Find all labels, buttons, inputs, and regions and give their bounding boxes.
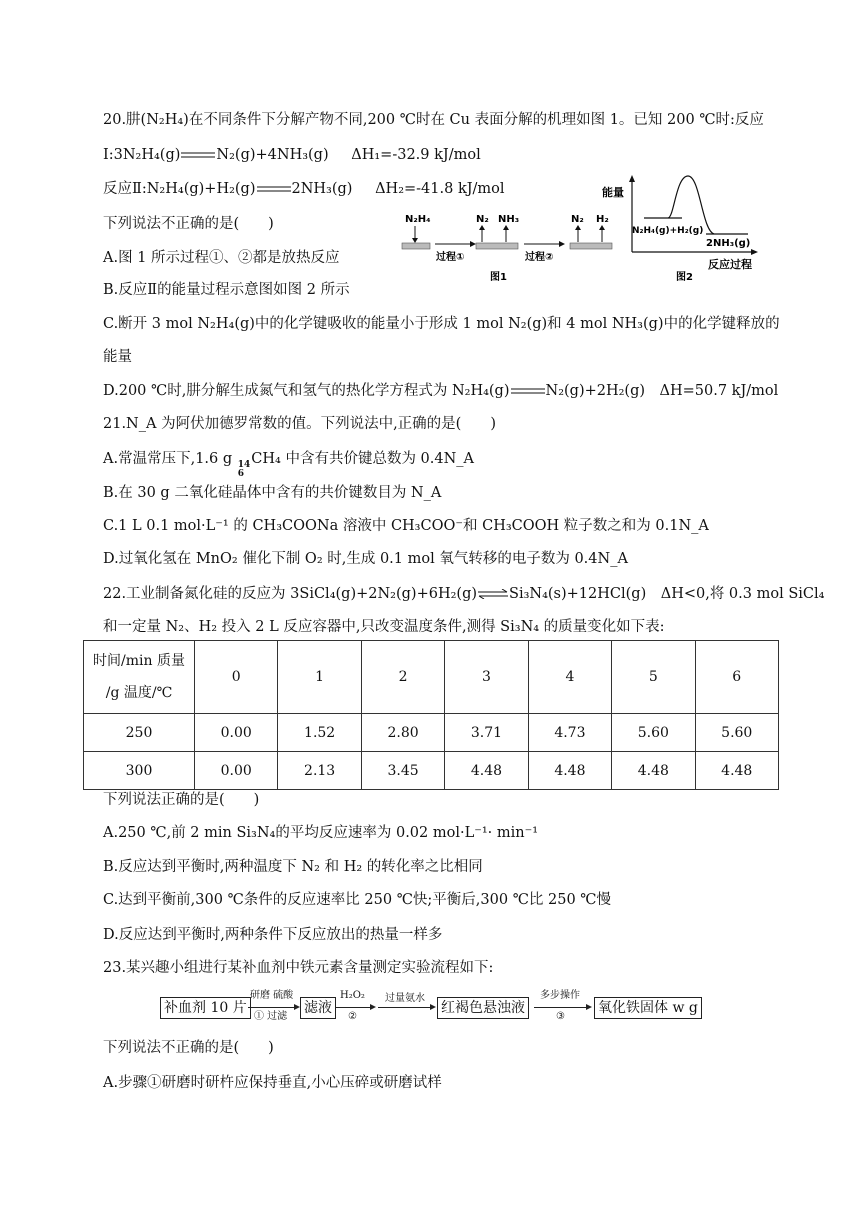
q20-d-right: N₂(g)+2H₂(g) ΔH=50.7 kJ/mol <box>545 383 779 399</box>
fig2-y-label: 能量 <box>602 186 624 199</box>
flow-box-supplement: 补血剂 10 片 <box>160 997 251 1019</box>
table-cell: 4.48 <box>695 752 778 790</box>
fig2-reactant-label: N₂H₄(g)+H₂(g) <box>632 226 704 236</box>
figure-1-mechanism <box>398 208 618 288</box>
fig1-up-arrow-nh3-head <box>503 225 509 230</box>
table-header-time: 0 <box>195 641 278 714</box>
fig2-y-axis-arrow-icon <box>629 175 635 182</box>
fig1-n2h4-label: N₂H₄ <box>405 214 431 225</box>
table-cell: 5.60 <box>612 714 695 752</box>
fig1-n2b-label: N₂ <box>571 214 584 225</box>
equals-arrow-icon <box>181 150 215 160</box>
q20-r1-products: N₂(g)+4NH₃(g) <box>216 147 329 163</box>
fig1-up-arrow-n2b-head <box>575 225 581 230</box>
table-row <box>84 714 779 752</box>
q21-option-b: B.在 30 g 二氧化硅晶体中含有的共价键数目为 N_A <box>103 485 442 501</box>
q23-ask: 下列说法不正确的是( ) <box>103 1040 274 1056</box>
flow-box-filtrate: 滤液 <box>300 997 336 1019</box>
corner-line-2: /g 温度/℃ <box>105 685 173 701</box>
fig1-nh3-label: NH₃ <box>498 214 520 225</box>
flow-step2-bottom: ② <box>348 1011 357 1022</box>
q23-stem: 23.某兴趣小组进行某补血剂中铁元素含量测定实验流程如下: <box>103 960 494 976</box>
q20-option-b: B.反应Ⅱ的能量过程示意图如图 2 所示 <box>103 282 350 298</box>
fig1-up-arrow-n2-head <box>479 225 485 230</box>
fig1-caption: 图1 <box>490 272 507 283</box>
q21-a-post: CH₄ 中含有共价键总数为 0.4N_A <box>251 451 475 467</box>
flow-step4-bottom: ③ <box>556 1011 565 1022</box>
flow-box-suspension: 红褐色悬浊液 <box>437 997 529 1019</box>
iso-atomic-number: 6 <box>237 469 245 479</box>
fig1-step2-label: 过程② <box>525 252 554 263</box>
flow-step4-top: 多步操作 <box>540 990 580 1001</box>
flow-arrow-1 <box>248 1007 298 1008</box>
si3n4-mass-table <box>83 640 779 790</box>
table-cell-temp: 250 <box>84 714 195 752</box>
table-cell: 4.48 <box>445 752 528 790</box>
equals-arrow-icon <box>511 386 545 396</box>
q21-option-d: D.过氧化氢在 MnO₂ 催化下制 O₂ 时,生成 0.1 mol 氧气转移的电子数为 0.4N_A <box>103 551 628 567</box>
table-header-time: 1 <box>278 641 361 714</box>
fig2-x-label: 反应过程 <box>708 258 752 271</box>
table-header-time: 6 <box>695 641 778 714</box>
table-header-time: 4 <box>528 641 611 714</box>
fig1-surface-1 <box>402 243 430 249</box>
fig2-x-axis-arrow-icon <box>751 249 758 255</box>
q20-r2-products: 2NH₃(g) <box>291 181 353 197</box>
table-corner-cell <box>84 641 195 714</box>
table-cell: 3.45 <box>361 752 444 790</box>
fig1-h2-label: H₂ <box>596 214 609 225</box>
table-header-time: 2 <box>361 641 444 714</box>
table-cell: 0.00 <box>195 714 278 752</box>
table-row <box>84 752 779 790</box>
q21-option-c: C.1 L 0.1 mol·L⁻¹ 的 CH₃COONa 溶液中 CH₃COO⁻和 CH₃COOH 粒子数之和为 0.1N_A <box>103 518 709 534</box>
q22-stem-right: Si₃N₄(s)+12HCl(g) ΔH<0,将 0.3 mol SiCl₄ <box>509 586 825 602</box>
flow-step1-top: 研磨 硫酸 <box>250 990 294 1001</box>
flow-step1-bottom: ① 过滤 <box>254 1011 288 1022</box>
fig1-down-arrow-head <box>412 238 418 243</box>
table-cell: 2.13 <box>278 752 361 790</box>
fig2-caption: 图2 <box>676 272 693 283</box>
flow-box-iron-oxide: 氧化铁固体 w g <box>594 997 702 1019</box>
table-header-time: 3 <box>445 641 528 714</box>
q22-stem-line1 <box>103 584 824 604</box>
q20-reaction-1 <box>103 145 481 165</box>
q20-option-c-line2: 能量 <box>103 349 132 365</box>
fig2-product-label: 2NH₃(g) <box>706 238 751 249</box>
table-cell: 2.80 <box>361 714 444 752</box>
fig1-arrow-1-head <box>470 241 476 247</box>
fig1-arrow-2-head <box>559 241 565 247</box>
flow-step3-top: 过量氨水 <box>385 993 425 1004</box>
q20-option-c-line1: C.断开 3 mol N₂H₄(g)中的化学键吸收的能量小于形成 1 mol N₂(g)和 4 mol NH₃(g)中的化学键释放的 <box>103 316 780 332</box>
table-cell: 0.00 <box>195 752 278 790</box>
corner-line-1: 时间/min 质量 <box>93 653 185 669</box>
iso-mass-number: 14 <box>237 460 251 470</box>
q20-r2-reactants: 反应Ⅱ:N₂H₄(g)+H₂(g) <box>103 181 256 197</box>
table-cell: 3.71 <box>445 714 528 752</box>
q22-option-b: B.反应达到平衡时,两种温度下 N₂ 和 H₂ 的转化率之比相同 <box>103 859 483 875</box>
q22-stem-line2: 和一定量 N₂、H₂ 投入 2 L 反应容器中,只改变温度条件,测得 Si₃N₄ 的质量变化如下表: <box>103 619 665 635</box>
flow-arrow-2 <box>336 1007 374 1008</box>
q21-stem: 21.N_A 为阿伏加德罗常数的值。下列说法中,正确的是( ) <box>103 416 496 432</box>
q22-stem-left: 22.工业制备氮化硅的反应为 3SiCl₄(g)+2N₂(g)+6H₂(g) <box>103 586 478 602</box>
q22-ask: 下列说法正确的是( ) <box>103 792 260 808</box>
q20-r2-dh: ΔH₂=-41.8 kJ/mol <box>375 181 505 197</box>
q20-d-left: D.200 ℃时,肼分解生成氮气和氢气的热化学方程式为 N₂H₄(g) <box>103 383 510 399</box>
table-cell: 5.60 <box>695 714 778 752</box>
q20-ask: 下列说法不正确的是( ) <box>103 216 274 232</box>
isotope-notation <box>238 461 251 479</box>
q21-option-a <box>103 449 474 479</box>
q23-option-a: A.步骤①研磨时研杵应保持垂直,小心压碎或研磨试样 <box>103 1075 442 1091</box>
fig1-surface-2 <box>476 243 518 249</box>
table-cell: 4.48 <box>612 752 695 790</box>
equals-arrow-icon <box>257 184 291 194</box>
equilibrium-arrow-icon <box>478 589 508 599</box>
table-cell: 1.52 <box>278 714 361 752</box>
q22-option-d: D.反应达到平衡时,两种条件下反应放出的热量一样多 <box>103 927 443 943</box>
q20-stem-line1: 20.肼(N₂H₄)在不同条件下分解产物不同,200 ℃时在 Cu 表面分解的机理如图 1。已知 200 ℃时:反应 <box>103 112 764 128</box>
q22-option-c: C.达到平衡前,300 ℃条件的反应速率比 250 ℃快;平衡后,300 ℃比 250 ℃慢 <box>103 892 612 908</box>
table-header-row <box>84 641 779 714</box>
flow-step2-top: H₂O₂ <box>340 990 365 1001</box>
flow-arrow-4 <box>534 1007 590 1008</box>
q22-option-a: A.250 ℃,前 2 min Si₃N₄的平均反应速率为 0.02 mol·L⁻¹· min⁻¹ <box>103 825 539 841</box>
table-cell: 4.73 <box>528 714 611 752</box>
q20-option-a: A.图 1 所示过程①、②都是放热反应 <box>103 250 340 266</box>
table-header-time: 5 <box>612 641 695 714</box>
q20-r1-reactants: Ⅰ:3N₂H₄(g) <box>103 147 181 163</box>
figure-2-energy-diagram <box>600 172 765 284</box>
q20-reaction-2 <box>103 179 505 199</box>
q20-option-d <box>103 381 778 401</box>
fig1-n2-label: N₂ <box>476 214 489 225</box>
q21-a-pre: A.常温常压下,1.6 g <box>103 451 233 467</box>
table-cell: 4.48 <box>528 752 611 790</box>
flow-arrow-3 <box>378 1007 434 1008</box>
table-cell-temp: 300 <box>84 752 195 790</box>
fig1-step1-label: 过程① <box>436 252 465 263</box>
q20-r1-dh: ΔH₁=-32.9 kJ/mol <box>351 147 481 163</box>
